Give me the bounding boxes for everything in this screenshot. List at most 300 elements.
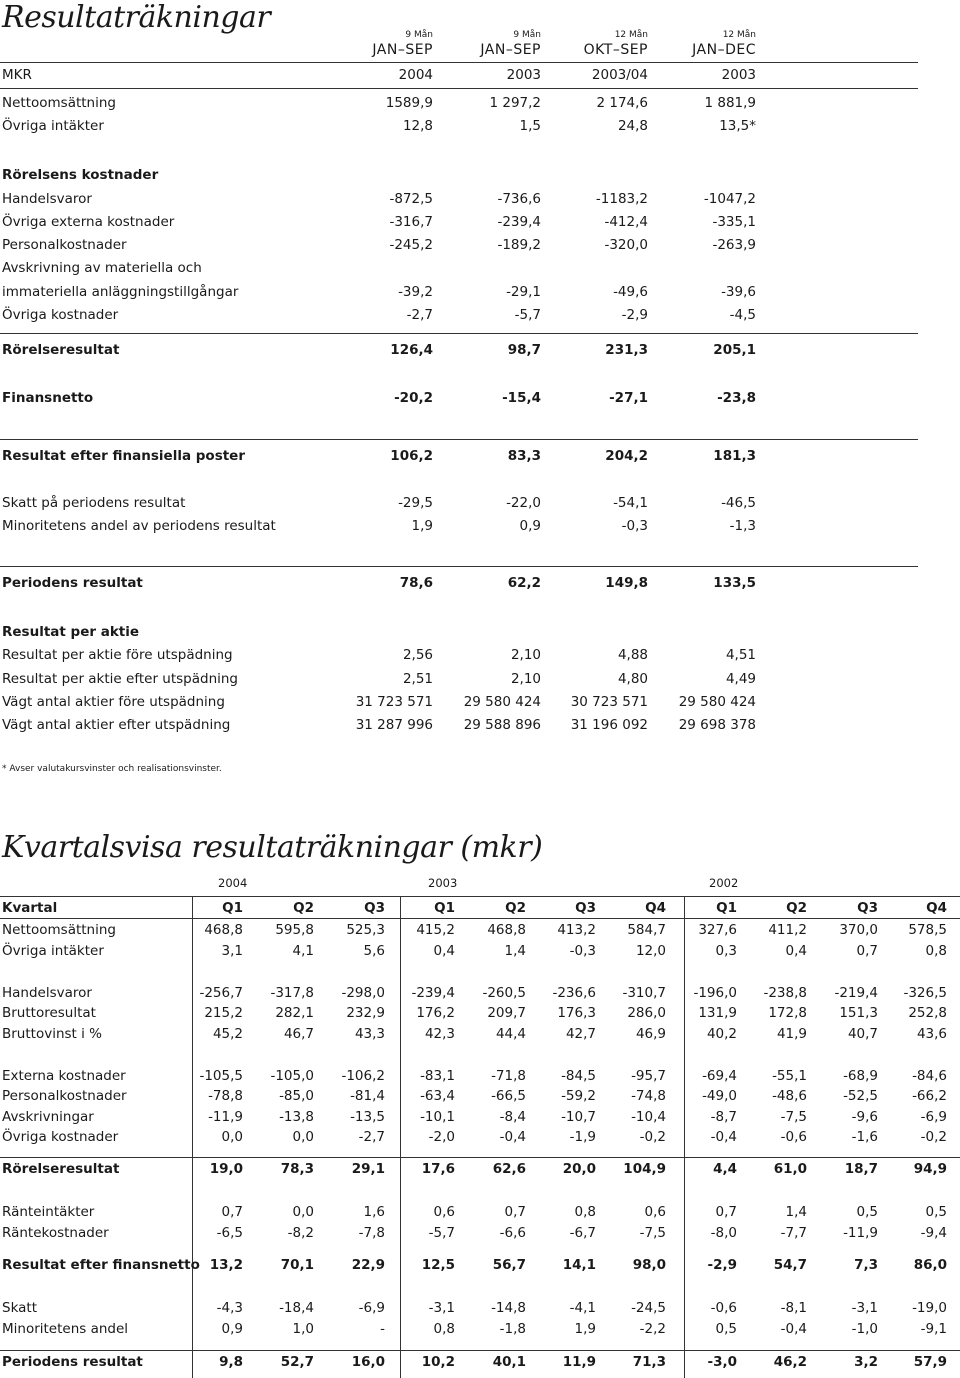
- row-value: 204,2: [605, 448, 648, 464]
- row-value: 24,8: [617, 118, 648, 134]
- row-value: -10,1: [420, 1109, 455, 1125]
- row-value: -0,4: [710, 1129, 737, 1145]
- table-row: [0, 1159, 960, 1179]
- row-value: 525,3: [346, 922, 385, 938]
- row-value: 252,8: [908, 1005, 947, 1021]
- quarter-header: Q2: [505, 900, 526, 916]
- year-label: 2004: [218, 876, 248, 890]
- row-label: Periodens resultat: [2, 575, 143, 591]
- row-value: 2,10: [510, 671, 541, 687]
- row-value: -310,7: [622, 985, 666, 1001]
- row-value: -219,4: [834, 985, 878, 1001]
- row-value: 4,4: [713, 1161, 737, 1177]
- row-value: 1,6: [363, 1204, 385, 1220]
- row-value: -0,4: [499, 1129, 526, 1145]
- row-value: -52,5: [843, 1088, 878, 1104]
- row-label: Minoritetens andel: [2, 1321, 129, 1337]
- row-value: -3,0: [707, 1354, 737, 1370]
- row-value: -2,7: [406, 307, 433, 323]
- row-value: -23,8: [717, 390, 756, 406]
- section-divider: [0, 1157, 960, 1158]
- row-value: -2,9: [621, 307, 648, 323]
- row-value: 4,1: [292, 943, 314, 959]
- row-value: 29 698 378: [678, 717, 756, 733]
- table-row: [0, 1223, 960, 1243]
- row-value: 98,0: [632, 1257, 666, 1273]
- row-value: 133,5: [713, 575, 756, 591]
- row-value: 10,2: [421, 1354, 455, 1370]
- table-row: [0, 492, 918, 514]
- row-value: -: [380, 1321, 385, 1337]
- col-year: 2003/04: [591, 67, 648, 83]
- row-label: Rörelseresultat: [2, 1161, 120, 1177]
- col-year: 2003: [506, 67, 541, 83]
- row-value: -6,9: [920, 1109, 947, 1125]
- col-months: 9 Mån: [405, 30, 433, 40]
- row-value: -320,0: [604, 237, 648, 253]
- row-value: -49,6: [613, 284, 648, 300]
- row-value: 1,9: [411, 518, 433, 534]
- table-row: [0, 1003, 960, 1023]
- row-value: 29 588 896: [463, 717, 541, 733]
- row-label: Personalkostnader: [2, 237, 127, 253]
- row-value: 12,0: [635, 943, 666, 959]
- row-value: 1,4: [504, 943, 526, 959]
- row-value: -81,4: [350, 1088, 385, 1104]
- quarter-header: Q2: [786, 900, 807, 916]
- row-value: -1047,2: [703, 191, 756, 207]
- table-row: [0, 515, 918, 537]
- row-label: Avskrivningar: [2, 1109, 94, 1125]
- row-label: Övriga intäkter: [2, 118, 104, 134]
- table-row: [0, 115, 918, 137]
- row-value: 86,0: [913, 1257, 947, 1273]
- row-value: 0,0: [292, 1129, 314, 1145]
- year-label: 2002: [709, 876, 739, 890]
- row-value: -74,8: [631, 1088, 666, 1104]
- col-months: 9 Mån: [513, 30, 541, 40]
- row-value: 42,3: [424, 1026, 455, 1042]
- row-label: Handelsvaror: [2, 985, 92, 1001]
- row-label: Bruttovinst i %: [2, 1026, 102, 1042]
- row-value: 0,3: [715, 943, 737, 959]
- row-value: -78,8: [208, 1088, 243, 1104]
- quarter-header: Q1: [222, 900, 243, 916]
- table-row: [0, 1298, 960, 1318]
- row-value: -106,2: [341, 1068, 385, 1084]
- row-value: 176,3: [557, 1005, 596, 1021]
- section-divider: [0, 1350, 960, 1351]
- col-period: OKT–SEP: [583, 42, 648, 58]
- table-row: [0, 691, 918, 713]
- row-value: 22,9: [351, 1257, 385, 1273]
- row-value: 3,2: [854, 1354, 878, 1370]
- table-row: [0, 920, 960, 940]
- row-value: 468,8: [487, 922, 526, 938]
- quarter-header: Q3: [364, 900, 385, 916]
- row-value: -6,5: [216, 1225, 243, 1241]
- row-value: 1 881,9: [704, 95, 756, 111]
- header-divider: [0, 896, 960, 897]
- quarterly-title: Kvartalsvisa resultaträkningar (mkr): [2, 830, 543, 865]
- quarter-header: Q1: [716, 900, 737, 916]
- row-value: 2 174,6: [596, 95, 648, 111]
- row-value: -95,7: [631, 1068, 666, 1084]
- row-value: 0,5: [856, 1204, 878, 1220]
- row-value: 70,1: [280, 1257, 314, 1273]
- table-row: [0, 983, 960, 1003]
- row-value: -29,5: [398, 495, 433, 511]
- row-value: 4,80: [617, 671, 648, 687]
- row-value: 327,6: [698, 922, 737, 938]
- row-value: -20,2: [394, 390, 433, 406]
- row-value: 2,51: [402, 671, 433, 687]
- row-value: 4,49: [725, 671, 756, 687]
- row-value: -0,2: [920, 1129, 947, 1145]
- row-value: 231,3: [605, 342, 648, 358]
- row-value: -55,1: [772, 1068, 807, 1084]
- table-row: [0, 1086, 960, 1106]
- row-value: -63,4: [420, 1088, 455, 1104]
- row-value: -316,7: [389, 214, 433, 230]
- table-row: [0, 188, 918, 210]
- table-row: [0, 1107, 960, 1127]
- header-divider: [0, 62, 918, 63]
- row-value: -1,9: [569, 1129, 596, 1145]
- table-row: [0, 257, 918, 279]
- row-value: -68,9: [843, 1068, 878, 1084]
- row-value: 52,7: [280, 1354, 314, 1370]
- quarter-header: Q1: [434, 900, 455, 916]
- row-value: -85,0: [279, 1088, 314, 1104]
- table-row: [0, 1319, 960, 1339]
- row-value: -6,9: [358, 1300, 385, 1316]
- row-value: -0,4: [780, 1321, 807, 1337]
- row-value: 40,1: [492, 1354, 526, 1370]
- year-label: 2003: [428, 876, 458, 890]
- col-period: JAN–DEC: [692, 42, 756, 58]
- row-value: 0,7: [504, 1204, 526, 1220]
- table-row: [0, 164, 918, 186]
- row-label: Resultat per aktie efter utspädning: [2, 671, 239, 687]
- section-divider: [0, 333, 918, 334]
- row-label: Minoritetens andel av periodens resultat: [2, 518, 276, 534]
- row-value: -0,3: [621, 518, 648, 534]
- row-label: Räntekostnader: [2, 1225, 109, 1241]
- col-year: 2004: [398, 67, 433, 83]
- row-value: 0,8: [574, 1204, 596, 1220]
- row-value: -49,0: [702, 1088, 737, 1104]
- row-label: Nettoomsättning: [2, 95, 116, 111]
- row-value: 46,2: [773, 1354, 807, 1370]
- row-value: -8,2: [287, 1225, 314, 1241]
- table-row: [0, 714, 918, 736]
- row-value: -0,3: [569, 943, 596, 959]
- row-value: -196,0: [693, 985, 737, 1001]
- table-row: [0, 92, 918, 114]
- row-value: -105,5: [199, 1068, 243, 1084]
- row-value: -239,4: [497, 214, 541, 230]
- row-value: -5,7: [428, 1225, 455, 1241]
- row-label: Övriga externa kostnader: [2, 214, 175, 230]
- row-value: 4,88: [617, 647, 648, 663]
- row-label: Resultat per aktie: [2, 624, 140, 640]
- row-label: Bruttoresultat: [2, 1005, 96, 1021]
- row-value: 0,8: [925, 943, 947, 959]
- row-value: -4,1: [569, 1300, 596, 1316]
- row-value: -9,1: [920, 1321, 947, 1337]
- row-value: 3,1: [221, 943, 243, 959]
- table-row: [0, 668, 918, 690]
- table-row: [0, 339, 918, 361]
- row-value: 13,5*: [719, 118, 756, 134]
- row-value: 0,0: [292, 1204, 314, 1220]
- row-label: Nettoomsättning: [2, 922, 116, 938]
- row-value: -24,5: [631, 1300, 666, 1316]
- row-value: -105,0: [270, 1068, 314, 1084]
- col-year: 2003: [721, 67, 756, 83]
- row-label: Övriga kostnader: [2, 1129, 119, 1145]
- row-value: -71,8: [491, 1068, 526, 1084]
- row-value: -189,2: [497, 237, 541, 253]
- table-row: [0, 211, 918, 233]
- row-value: -872,5: [389, 191, 433, 207]
- row-value: -260,5: [482, 985, 526, 1001]
- row-value: 1,9: [574, 1321, 596, 1337]
- row-value: 209,7: [487, 1005, 526, 1021]
- row-value: -236,6: [552, 985, 596, 1001]
- row-value: 31 196 092: [570, 717, 648, 733]
- row-label: Rörelseresultat: [2, 342, 120, 358]
- row-label: Periodens resultat: [2, 1354, 143, 1370]
- quarter-header: Q4: [926, 900, 947, 916]
- row-value: 0,7: [856, 943, 878, 959]
- row-value: -317,8: [270, 985, 314, 1001]
- row-value: -4,3: [216, 1300, 243, 1316]
- row-value: -84,6: [912, 1068, 947, 1084]
- row-value: 62,6: [492, 1161, 526, 1177]
- row-value: 1,4: [785, 1204, 807, 1220]
- row-value: 83,3: [507, 448, 541, 464]
- row-value: 20,0: [562, 1161, 596, 1177]
- row-value: 1 297,2: [489, 95, 541, 111]
- row-value: 0,5: [925, 1204, 947, 1220]
- row-value: -29,1: [506, 284, 541, 300]
- row-label: immateriella anläggningstillgångar: [2, 284, 239, 300]
- row-value: 0,7: [715, 1204, 737, 1220]
- row-label: Resultat per aktie före utspädning: [2, 647, 233, 663]
- currency-label: MKR: [2, 67, 32, 83]
- table-row: [0, 304, 918, 326]
- row-value: -13,8: [279, 1109, 314, 1125]
- row-value: 595,8: [275, 922, 314, 938]
- row-value: -1,0: [851, 1321, 878, 1337]
- row-label: Externa kostnader: [2, 1068, 126, 1084]
- row-value: 40,7: [847, 1026, 878, 1042]
- row-label: Rörelsens kostnader: [2, 167, 159, 183]
- row-value: 44,4: [495, 1026, 526, 1042]
- table-row: [0, 572, 918, 594]
- row-label: Övriga kostnader: [2, 307, 119, 323]
- row-label: Handelsvaror: [2, 191, 92, 207]
- row-value: 30 723 571: [570, 694, 648, 710]
- col-period: JAN–SEP: [480, 42, 541, 58]
- quarter-header: Q3: [857, 900, 878, 916]
- table-row: [0, 1024, 960, 1044]
- row-value: -10,7: [561, 1109, 596, 1125]
- row-value: 578,5: [908, 922, 947, 938]
- row-value: 0,8: [433, 1321, 455, 1337]
- row-value: -11,9: [208, 1109, 243, 1125]
- row-value: 31 287 996: [355, 717, 433, 733]
- row-value: -11,9: [843, 1225, 878, 1241]
- row-value: -8,4: [499, 1109, 526, 1125]
- row-value: -10,4: [631, 1109, 666, 1125]
- row-value: 411,2: [768, 922, 807, 938]
- row-value: -39,2: [398, 284, 433, 300]
- row-value: 1589,9: [385, 95, 433, 111]
- row-value: 126,4: [390, 342, 433, 358]
- row-value: -239,4: [411, 985, 455, 1001]
- row-value: 0,9: [519, 518, 541, 534]
- row-value: 205,1: [713, 342, 756, 358]
- row-value: 29 580 424: [463, 694, 541, 710]
- row-value: 94,9: [913, 1161, 947, 1177]
- row-value: -83,1: [420, 1068, 455, 1084]
- row-value: 7,3: [854, 1257, 878, 1273]
- row-value: -13,5: [350, 1109, 385, 1125]
- row-value: -2,0: [428, 1129, 455, 1145]
- row-value: -4,5: [729, 307, 756, 323]
- row-value: 46,7: [283, 1026, 314, 1042]
- row-value: -8,0: [710, 1225, 737, 1241]
- row-value: 415,2: [416, 922, 455, 938]
- quarter-header-label: Kvartal: [2, 900, 58, 916]
- row-value: 413,2: [557, 922, 596, 938]
- row-value: -54,1: [613, 495, 648, 511]
- header-divider: [0, 88, 918, 89]
- row-value: -6,6: [499, 1225, 526, 1241]
- row-value: 584,7: [627, 922, 666, 938]
- row-value: 0,9: [221, 1321, 243, 1337]
- row-value: -0,6: [780, 1129, 807, 1145]
- row-value: 370,0: [839, 922, 878, 938]
- row-value: -59,2: [561, 1088, 596, 1104]
- row-value: 42,7: [565, 1026, 596, 1042]
- row-value: 232,9: [346, 1005, 385, 1021]
- row-label: Skatt: [2, 1300, 38, 1316]
- row-value: 17,6: [421, 1161, 455, 1177]
- table-row: [0, 387, 918, 409]
- row-value: 151,3: [839, 1005, 878, 1021]
- row-value: 131,9: [698, 1005, 737, 1021]
- row-value: -84,5: [561, 1068, 596, 1084]
- row-value: -2,2: [639, 1321, 666, 1337]
- row-value: -9,4: [920, 1225, 947, 1241]
- row-value: 5,6: [363, 943, 385, 959]
- row-value: 29,1: [351, 1161, 385, 1177]
- row-value: 2,10: [510, 647, 541, 663]
- section-divider: [0, 439, 918, 440]
- row-value: 29 580 424: [678, 694, 756, 710]
- row-label: Finansnetto: [2, 390, 94, 406]
- row-label: Övriga intäkter: [2, 943, 104, 959]
- table-row: [0, 644, 918, 666]
- quarter-header: Q4: [645, 900, 666, 916]
- quarter-header: Q3: [575, 900, 596, 916]
- row-value: 0,5: [715, 1321, 737, 1337]
- row-value: 71,3: [632, 1354, 666, 1370]
- row-value: -22,0: [506, 495, 541, 511]
- section-divider: [0, 566, 918, 567]
- row-value: 61,0: [773, 1161, 807, 1177]
- row-value: 54,7: [773, 1257, 807, 1273]
- row-value: -27,1: [609, 390, 648, 406]
- row-value: -14,8: [491, 1300, 526, 1316]
- table-row: [0, 941, 960, 961]
- row-label: Skatt på periodens resultat: [2, 495, 186, 511]
- row-value: -2,7: [358, 1129, 385, 1145]
- row-value: 78,3: [280, 1161, 314, 1177]
- row-value: -0,2: [639, 1129, 666, 1145]
- row-value: -256,7: [199, 985, 243, 1001]
- footnote: * Avser valutakursvinster och realisationsvinster.: [2, 764, 222, 774]
- row-value: 0,7: [221, 1204, 243, 1220]
- table-row: [0, 1202, 960, 1222]
- row-value: 12,5: [421, 1257, 455, 1273]
- row-value: 2,56: [402, 647, 433, 663]
- row-value: -1183,2: [595, 191, 648, 207]
- row-value: -736,6: [497, 191, 541, 207]
- row-value: -3,1: [851, 1300, 878, 1316]
- currency-row: [0, 64, 918, 86]
- row-value: -66,2: [912, 1088, 947, 1104]
- row-value: -39,6: [721, 284, 756, 300]
- table-row: [0, 445, 918, 467]
- row-value: 56,7: [492, 1257, 526, 1273]
- row-value: -9,6: [851, 1109, 878, 1125]
- row-value: 104,9: [623, 1161, 666, 1177]
- row-value: -15,4: [502, 390, 541, 406]
- col-months: 12 Mån: [614, 30, 648, 40]
- row-value: 286,0: [627, 1005, 666, 1021]
- row-value: -245,2: [389, 237, 433, 253]
- row-value: 13,2: [209, 1257, 243, 1273]
- row-value: 57,9: [913, 1354, 947, 1370]
- row-value: 0,4: [785, 943, 807, 959]
- row-value: 468,8: [204, 922, 243, 938]
- row-label: Vägt antal aktier efter utspädning: [2, 717, 231, 733]
- row-label: Avskrivning av materiella och: [2, 260, 202, 276]
- row-value: -263,9: [712, 237, 756, 253]
- row-value: -412,4: [604, 214, 648, 230]
- row-value: -69,4: [702, 1068, 737, 1084]
- row-value: 18,7: [844, 1161, 878, 1177]
- header-divider: [0, 918, 960, 919]
- row-value: 31 723 571: [355, 694, 433, 710]
- table-row: [0, 1255, 960, 1275]
- row-value: -7,5: [639, 1225, 666, 1241]
- row-value: 1,0: [292, 1321, 314, 1337]
- row-value: -298,0: [341, 985, 385, 1001]
- row-label: Resultat efter finansnetto: [2, 1257, 200, 1273]
- row-value: 45,2: [212, 1026, 243, 1042]
- row-value: 16,0: [351, 1354, 385, 1370]
- row-value: -7,8: [358, 1225, 385, 1241]
- row-value: 0,4: [433, 943, 455, 959]
- row-value: 43,6: [916, 1026, 947, 1042]
- table-row: [0, 1352, 960, 1372]
